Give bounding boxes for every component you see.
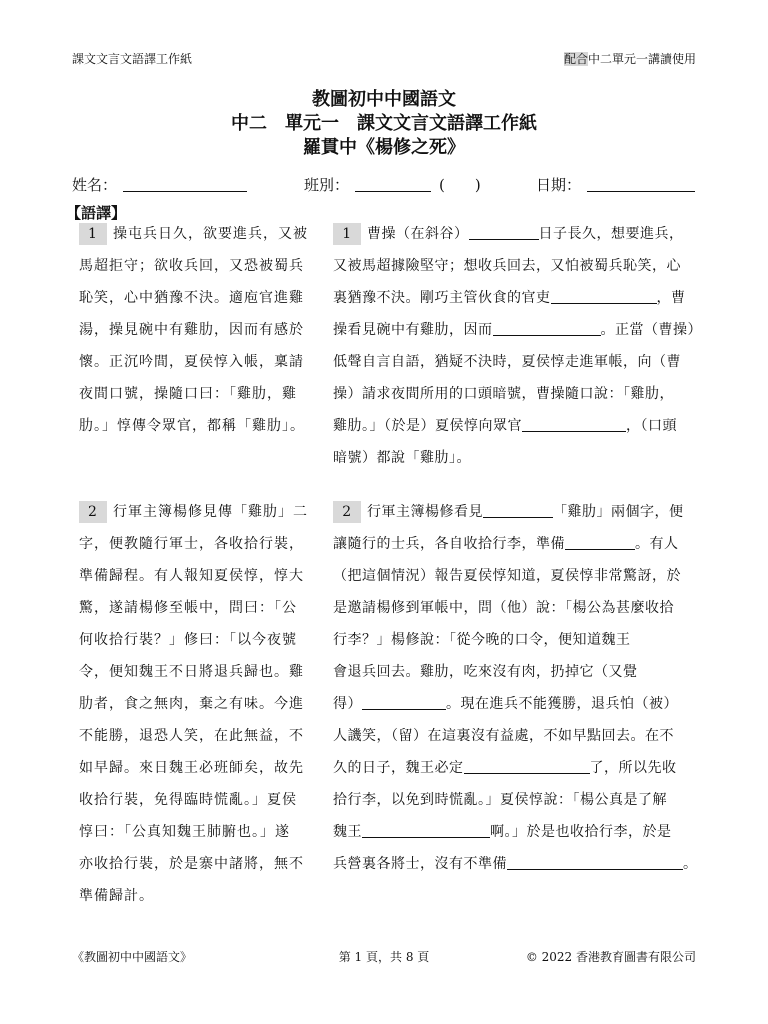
header-left: 課文文言文語譯工作紙 bbox=[72, 52, 193, 66]
name-label: 姓名： bbox=[72, 176, 118, 194]
translation-text: 得） bbox=[333, 696, 362, 712]
translation-text: 。有人 bbox=[635, 536, 679, 552]
original-line: 肋者，食之無肉，棄之有味。今進 bbox=[79, 696, 304, 712]
translation-paragraph-1 bbox=[333, 218, 701, 474]
translation-paragraph-2 bbox=[333, 496, 701, 880]
original-paragraph-2 bbox=[79, 496, 315, 912]
original-line: 如早歸。來日魏王必班師矣，故先 bbox=[79, 760, 304, 776]
class-blank[interactable] bbox=[355, 177, 431, 192]
translation-text: 讓隨行的士兵，各自收拾行李，準備 bbox=[333, 536, 565, 552]
date-field[interactable] bbox=[536, 174, 695, 195]
name-field[interactable] bbox=[72, 174, 247, 195]
original-line: 行軍主簿楊修見傳「雞肋」二 bbox=[113, 504, 308, 520]
translation-text: 魏王 bbox=[333, 824, 362, 840]
header-right-text: 中二單元一講讀使用 bbox=[587, 52, 696, 66]
original-line: 馬超拒守；欲收兵回，又恐被蜀兵 bbox=[79, 258, 304, 274]
title-line-2: 中二 單元一 課文文言文語譯工作紙 bbox=[231, 113, 537, 134]
translation-text: 暗號）都說「雞肋」。 bbox=[333, 450, 471, 466]
translation-text: 曹操（在斜谷） bbox=[367, 226, 469, 242]
paragraph-number: 1 bbox=[79, 223, 107, 245]
translation-text: 啊。」於是也收拾行李，於是 bbox=[490, 824, 672, 840]
translation-text: 操看見碗中有雞肋，因而 bbox=[333, 322, 493, 338]
footer-right: © 2022 香港教育圖書有限公司 bbox=[525, 950, 696, 964]
answer-blank[interactable] bbox=[522, 415, 626, 432]
original-line: 湯，操見碗中有雞肋，因而有感於 bbox=[79, 322, 304, 338]
translation-text: 久的日子，魏王必定 bbox=[333, 760, 464, 776]
page-number: 第 1 頁，共 8 頁 bbox=[338, 950, 430, 964]
original-line: 肋。」惇傳令眾官，都稱「雞肋」。 bbox=[79, 418, 305, 434]
translation-text: 兵營裏各將士，沒有不準備 bbox=[333, 856, 507, 872]
original-line: 字，便教隨行軍士，各收拾行裝， bbox=[79, 536, 304, 552]
translation-text: 了，所以先收 bbox=[589, 760, 677, 776]
title-line-3: 羅貫中《楊修之死》 bbox=[303, 137, 465, 158]
title-line-1: 教圖初中中國語文 bbox=[312, 89, 456, 110]
original-line: 惇曰：「公真知魏王肺腑也。」遂 bbox=[79, 824, 290, 840]
class-label: 班別： bbox=[304, 176, 350, 194]
original-line: 收拾行裝，免得臨時慌亂。」夏侯 bbox=[79, 792, 297, 808]
translation-text: 人譏笑，（留）在這裏沒有益處，不如早點回去。在不 bbox=[333, 728, 674, 744]
class-number: ( ) bbox=[439, 176, 481, 194]
original-line: 不能勝，退恐人笑，在此無益，不 bbox=[79, 728, 304, 744]
answer-blank[interactable] bbox=[469, 223, 539, 240]
translation-text: 行李？」楊修說：「從今晚的口令，便知道魏王 bbox=[333, 632, 631, 648]
date-blank[interactable] bbox=[587, 177, 695, 192]
original-paragraph-1 bbox=[79, 218, 315, 442]
answer-blank[interactable] bbox=[551, 287, 657, 304]
answer-blank[interactable] bbox=[464, 757, 590, 774]
original-line: 準備歸程。有人報知夏侯惇，惇大 bbox=[79, 568, 304, 584]
translation-text: 行軍主簿楊修看見 bbox=[367, 504, 483, 520]
translation-text: 「雞肋」兩個字，便 bbox=[553, 504, 684, 520]
translation-text: 操）請求夜間所用的口頭暗號，曹操隨口說：「雞肋， bbox=[333, 386, 674, 402]
original-line: 懷。正沉吟間，夏侯惇入帳，稟請 bbox=[79, 354, 304, 370]
answer-blank[interactable] bbox=[483, 501, 553, 518]
answer-blank[interactable] bbox=[493, 319, 601, 336]
translation-text: 低聲自言自語，猶疑不決時，夏侯惇走進軍帳，向（曹 bbox=[333, 354, 681, 370]
original-line: 亦收拾行裝，於是寨中諸將，無不 bbox=[79, 856, 304, 872]
original-line: 令，便知魏王不日將退兵歸也。雞 bbox=[79, 664, 304, 680]
translation-text: 雞肋。」（於是）夏侯惇向眾官 bbox=[333, 418, 522, 434]
header-highlight: 配合 bbox=[563, 52, 588, 66]
translation-text: ，曹 bbox=[656, 290, 686, 306]
translation-text: （把這個情況）報告夏侯惇知道，夏侯惇非常驚訝，於 bbox=[333, 568, 681, 584]
translation-text: 拾行李，以免到時慌亂。」夏侯惇說：「楊公真是了解 bbox=[333, 792, 667, 808]
class-field[interactable] bbox=[304, 174, 481, 195]
translation-text: 裏猶豫不決。剛巧主管伙食的官吏 bbox=[333, 290, 551, 306]
paragraph-number: 2 bbox=[333, 501, 361, 523]
original-line: 何收拾行裝？」修曰：「以今夜號 bbox=[79, 632, 297, 648]
answer-blank[interactable] bbox=[507, 853, 683, 870]
translation-text: 又被馬超據險堅守；想收兵回去，又怕被蜀兵恥笑，心 bbox=[333, 258, 681, 274]
translation-text: 日子長久，想要進兵， bbox=[538, 226, 684, 242]
translation-text: 。現在進兵不能獲勝，退兵怕（被） bbox=[446, 696, 678, 712]
translation-text: 。 bbox=[683, 856, 698, 872]
translation-text: 是邀請楊修到軍帳中，問（他）說：「楊公為甚麼收拾 bbox=[333, 600, 674, 616]
translation-text: 會退兵回去。雞肋，吃來沒有肉，扔掉它（又覺 bbox=[333, 664, 638, 680]
original-line: 準備歸計。 bbox=[79, 888, 154, 904]
original-line: 驚，遂請楊修至帳中，問曰：「公 bbox=[79, 600, 297, 616]
answer-blank[interactable] bbox=[362, 821, 490, 838]
name-blank[interactable] bbox=[123, 177, 247, 192]
paragraph-number: 1 bbox=[333, 223, 361, 245]
paragraph-number: 2 bbox=[79, 501, 107, 523]
footer-left: 《教圖初中中國語文》 bbox=[72, 950, 193, 964]
original-line: 操屯兵日久，欲要進兵，又被 bbox=[113, 226, 308, 242]
date-label: 日期： bbox=[536, 176, 582, 194]
translation-text: 。正當（曹操） bbox=[600, 322, 702, 338]
header-right bbox=[564, 50, 696, 67]
translation-text: ，（口頭 bbox=[626, 418, 677, 434]
answer-blank[interactable] bbox=[362, 693, 446, 710]
answer-blank[interactable] bbox=[565, 533, 635, 550]
section-label: 【語譯】 bbox=[66, 204, 127, 222]
original-line: 恥笑，心中猶豫不決。適庖官進雞 bbox=[79, 290, 304, 306]
original-line: 夜間口號，操隨口曰：「雞肋，雞 bbox=[79, 386, 297, 402]
